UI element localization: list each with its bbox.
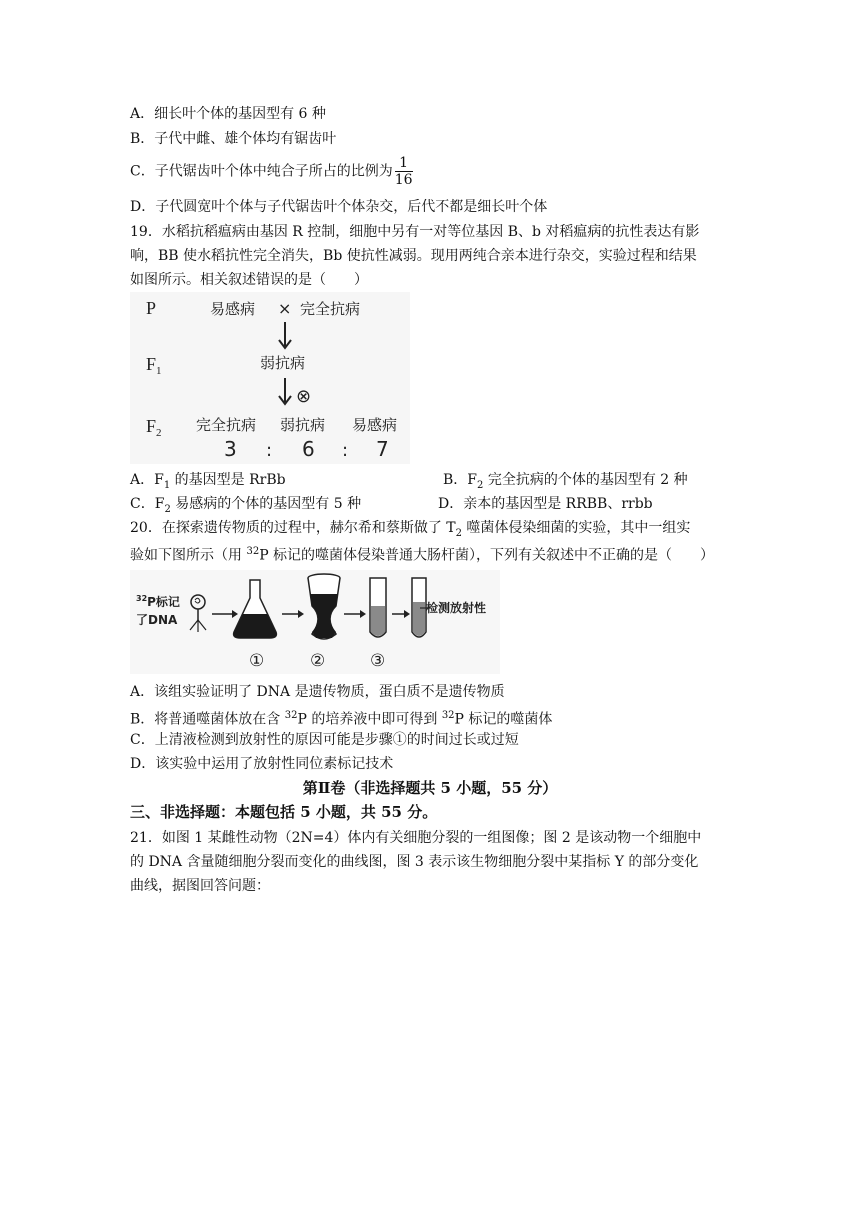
step-2-label: ② — [310, 651, 326, 671]
fraction-numerator: 1 — [395, 155, 413, 172]
ratio-colon-2: : — [342, 440, 349, 461]
q19-option-d: D．亲本的基因型是 RRBB、rrbb — [438, 496, 653, 512]
step-1-label: ① — [249, 651, 265, 671]
parent-susceptible: 易感病 — [210, 300, 256, 318]
f1-phenotype: 弱抗病 — [260, 354, 306, 372]
fraction — [395, 155, 413, 188]
ratio-colon-1: : — [266, 440, 273, 461]
q18-option-b: B．子代中雌、雄个体均有锯齿叶 — [130, 131, 337, 147]
detect-radioactivity-label: 检测放射性 — [426, 601, 487, 615]
label-dna: 了DNA — [136, 613, 178, 627]
q19-cross-diagram — [130, 292, 410, 464]
f2-phenotype-fully-resistant: 完全抗病 — [196, 416, 257, 434]
ratio-value-1: 3 — [224, 437, 237, 461]
q20-option-a: A．该组实验证明了 DNA 是遗传物质，蛋白质不是遗传物质 — [130, 684, 505, 700]
q20-option-c: C．上清液检测到放射性的原因可能是步骤①的时间过长或过短 — [130, 732, 519, 748]
q18-option-d: D．子代圆宽叶个体与子代锯齿叶个体杂交，后代不都是细长叶个体 — [130, 199, 548, 215]
q18-option-a: A．细长叶个体的基因型有 6 种 — [130, 106, 326, 122]
cross-symbol: × — [278, 299, 292, 318]
q18-option-c-text: C．子代锯齿叶个体中纯合子所占的比例为 — [130, 163, 393, 180]
centrifuge-tube-icon — [370, 578, 386, 637]
f2-generation-label: $F_2$ — [146, 416, 162, 439]
ratio-value-2: 6 — [302, 437, 315, 461]
q19-option-b: B．$F_2$ 完全抗病的个体的基因型有 2 种 — [443, 472, 688, 491]
p-generation-label: P — [146, 298, 157, 318]
section-2-title: 第Ⅱ卷（非选择题共 5 小题，55 分） — [302, 779, 558, 797]
label-32p-marked: $^{32}$P标记 — [136, 594, 180, 609]
q19-option-c: C．$F_2$ 易感病的个体的基因型有 5 种 — [130, 496, 362, 515]
q20-stem-line-1: 20．在探索遗传物质的过程中，赫尔希和蔡斯做了 $T_2$ 噬菌体侵染细菌的实验，其中一组实 — [130, 520, 691, 539]
step-3-label: ③ — [370, 651, 386, 671]
q19-stem-line-1: 19．水稻抗稻瘟病由基因 R 控制，细胞中另有一对等位基因 B、b 对稻瘟病的抗性表达有影 — [130, 224, 700, 240]
q19-option-a: A．$F_1$ 的基因型是 RrBb — [130, 472, 286, 491]
q21-stem-line-1: 21．如图 1 某雌性动物（2N=4）体内有关细胞分裂的一组图像；图 2 是该动物一个细胞中 — [130, 830, 702, 846]
q19-stem-line-2: 响，BB 使水稻抗性完全消失，Bb 使抗性减弱。现用两纯合亲本进行杂交，实验过程和结果 — [130, 248, 697, 264]
q19-cross-diagram-svg — [130, 292, 410, 464]
ratio-value-3: 7 — [376, 437, 389, 461]
q21-stem-line-3: 曲线，据图回答问题： — [130, 878, 270, 894]
q18-option-c — [130, 155, 413, 188]
q20-experiment-svg — [130, 570, 500, 674]
q20-option-b: B．将普通噬菌体放在含 $^{32}$P 的培养液中即可得到 $^{32}$P 标记的噬菌体 — [130, 710, 553, 728]
q20-experiment-diagram — [130, 570, 500, 674]
f2-phenotype-weak-resistant: 弱抗病 — [280, 416, 326, 434]
parent-fully-resistant: 完全抗病 — [300, 300, 361, 318]
q20-option-d: D．该实验中运用了放射性同位素标记技术 — [130, 756, 394, 772]
fraction-denominator: 16 — [394, 172, 413, 188]
q19-stem-line-3: 如图所示。相关叙述错误的是（ ） — [130, 272, 368, 288]
q20-stem-line-2: 验如下图所示（用 $^{32}$P 标记的噬菌体侵染普通大肠杆菌），下列有关叙述中不正确的是（ ） — [130, 546, 715, 564]
section-3-title: 三、非选择题：本题包括 5 小题，共 55 分。 — [130, 803, 438, 821]
q21-stem-line-2: 的 DNA 含量随细胞分裂而变化的曲线图，图 3 表示该生物细胞分裂中某指标 Y 的部分变化 — [130, 854, 699, 870]
self-cross-symbol: ⊗ — [296, 386, 312, 407]
f1-generation-label: $F_1$ — [146, 354, 162, 377]
f2-phenotype-susceptible: 易感病 — [352, 416, 398, 434]
